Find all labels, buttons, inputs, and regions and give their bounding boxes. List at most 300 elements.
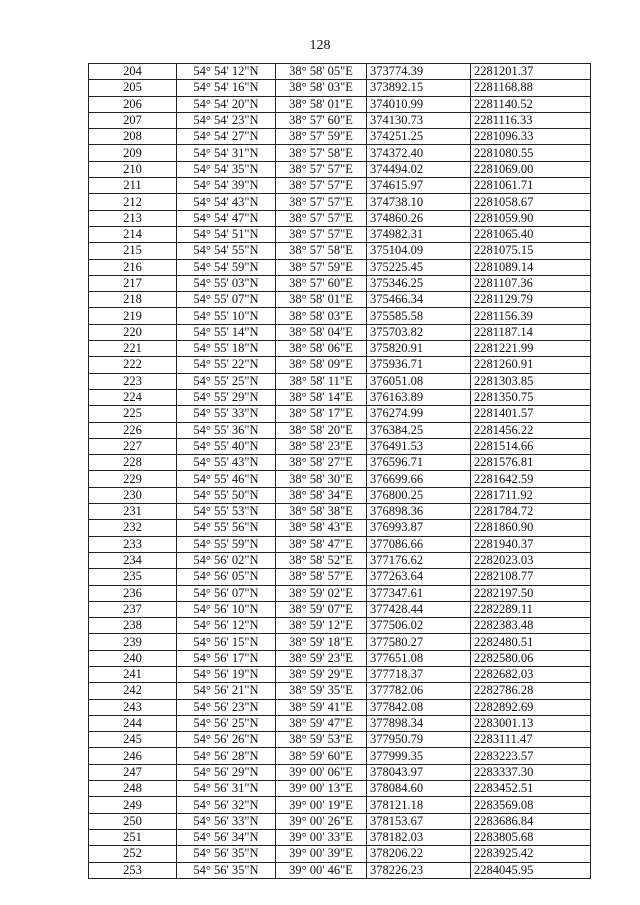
point-number-cell: 220 <box>89 324 177 340</box>
latitude-cell: 54° 54' 55"N <box>177 243 276 259</box>
table-row <box>89 699 591 715</box>
longitude-cell: 39° 00' 33"E <box>276 829 367 845</box>
latitude-cell: 54° 55' 43"N <box>177 455 276 471</box>
y-coordinate-cell: 2281069.00 <box>471 161 591 177</box>
y-coordinate-cell: 2281168.88 <box>471 80 591 96</box>
y-coordinate-cell: 2281140.52 <box>471 96 591 112</box>
point-number-cell: 244 <box>89 715 177 731</box>
x-coordinate-cell: 378153.67 <box>367 813 471 829</box>
point-number-cell: 218 <box>89 292 177 308</box>
table-row <box>89 455 591 471</box>
x-coordinate-cell: 376491.53 <box>367 438 471 454</box>
point-number-cell: 214 <box>89 226 177 242</box>
table-row <box>89 210 591 226</box>
latitude-cell: 54° 55' 10"N <box>177 308 276 324</box>
table-row <box>89 64 591 80</box>
latitude-cell: 54° 56' 26"N <box>177 732 276 748</box>
table-row <box>89 259 591 275</box>
latitude-cell: 54° 55' 07"N <box>177 292 276 308</box>
x-coordinate-cell: 377580.27 <box>367 634 471 650</box>
longitude-cell: 38° 58' 17"E <box>276 406 367 422</box>
table-row <box>89 80 591 96</box>
x-coordinate-cell: 375936.71 <box>367 357 471 373</box>
latitude-cell: 54° 56' 05"N <box>177 569 276 585</box>
point-number-cell: 229 <box>89 471 177 487</box>
point-number-cell: 216 <box>89 259 177 275</box>
latitude-cell: 54° 55' 33"N <box>177 406 276 422</box>
latitude-cell: 54° 56' 17"N <box>177 650 276 666</box>
table-row <box>89 145 591 161</box>
longitude-cell: 38° 57' 57"E <box>276 210 367 226</box>
point-number-cell: 227 <box>89 438 177 454</box>
longitude-cell: 38° 59' 35"E <box>276 683 367 699</box>
y-coordinate-cell: 2281059.90 <box>471 210 591 226</box>
y-coordinate-cell: 2281711.92 <box>471 487 591 503</box>
y-coordinate-cell: 2282892.69 <box>471 699 591 715</box>
x-coordinate-cell: 377898.34 <box>367 715 471 731</box>
x-coordinate-cell: 375346.25 <box>367 275 471 291</box>
longitude-cell: 38° 57' 57"E <box>276 226 367 242</box>
latitude-cell: 54° 54' 20"N <box>177 96 276 112</box>
table-row <box>89 846 591 862</box>
point-number-cell: 230 <box>89 487 177 503</box>
longitude-cell: 38° 57' 58"E <box>276 243 367 259</box>
latitude-cell: 54° 56' 28"N <box>177 748 276 764</box>
latitude-cell: 54° 54' 39"N <box>177 178 276 194</box>
table-row <box>89 618 591 634</box>
point-number-cell: 219 <box>89 308 177 324</box>
y-coordinate-cell: 2281221.99 <box>471 341 591 357</box>
latitude-cell: 54° 56' 19"N <box>177 666 276 682</box>
x-coordinate-cell: 377782.06 <box>367 683 471 699</box>
table-row <box>89 666 591 682</box>
y-coordinate-cell: 2282580.06 <box>471 650 591 666</box>
point-number-cell: 224 <box>89 389 177 405</box>
longitude-cell: 38° 58' 09"E <box>276 357 367 373</box>
y-coordinate-cell: 2283452.51 <box>471 781 591 797</box>
longitude-cell: 38° 57' 60"E <box>276 275 367 291</box>
table-row <box>89 797 591 813</box>
y-coordinate-cell: 2282023.03 <box>471 552 591 568</box>
y-coordinate-cell: 2283337.30 <box>471 764 591 780</box>
point-number-cell: 240 <box>89 650 177 666</box>
longitude-cell: 39° 00' 46"E <box>276 862 367 878</box>
longitude-cell: 38° 59' 02"E <box>276 585 367 601</box>
point-number-cell: 217 <box>89 275 177 291</box>
table-row <box>89 226 591 242</box>
y-coordinate-cell: 2281401.57 <box>471 406 591 422</box>
longitude-cell: 39° 00' 26"E <box>276 813 367 829</box>
point-number-cell: 249 <box>89 797 177 813</box>
point-number-cell: 226 <box>89 422 177 438</box>
table-row <box>89 487 591 503</box>
latitude-cell: 54° 54' 43"N <box>177 194 276 210</box>
latitude-cell: 54° 55' 40"N <box>177 438 276 454</box>
x-coordinate-cell: 377347.61 <box>367 585 471 601</box>
longitude-cell: 38° 58' 27"E <box>276 455 367 471</box>
table-row <box>89 341 591 357</box>
latitude-cell: 54° 54' 59"N <box>177 259 276 275</box>
latitude-cell: 54° 55' 03"N <box>177 275 276 291</box>
x-coordinate-cell: 374860.26 <box>367 210 471 226</box>
y-coordinate-cell: 2282480.51 <box>471 634 591 650</box>
longitude-cell: 38° 59' 18"E <box>276 634 367 650</box>
table-row <box>89 650 591 666</box>
x-coordinate-cell: 376699.66 <box>367 471 471 487</box>
latitude-cell: 54° 55' 18"N <box>177 341 276 357</box>
point-number-cell: 213 <box>89 210 177 226</box>
table-row <box>89 373 591 389</box>
table-row <box>89 601 591 617</box>
point-number-cell: 232 <box>89 520 177 536</box>
point-number-cell: 211 <box>89 178 177 194</box>
latitude-cell: 54° 55' 59"N <box>177 536 276 552</box>
y-coordinate-cell: 2281514.66 <box>471 438 591 454</box>
x-coordinate-cell: 374738.10 <box>367 194 471 210</box>
y-coordinate-cell: 2281350.75 <box>471 389 591 405</box>
coordinates-table <box>88 63 591 879</box>
latitude-cell: 54° 56' 21"N <box>177 683 276 699</box>
table-row <box>89 406 591 422</box>
coordinates-table-body <box>89 64 591 879</box>
x-coordinate-cell: 374982.31 <box>367 226 471 242</box>
y-coordinate-cell: 2284045.95 <box>471 862 591 878</box>
point-number-cell: 231 <box>89 504 177 520</box>
table-row <box>89 585 591 601</box>
y-coordinate-cell: 2282383.48 <box>471 618 591 634</box>
longitude-cell: 38° 58' 57"E <box>276 569 367 585</box>
table-row <box>89 161 591 177</box>
table-row <box>89 552 591 568</box>
latitude-cell: 54° 56' 34"N <box>177 829 276 845</box>
latitude-cell: 54° 56' 15"N <box>177 634 276 650</box>
point-number-cell: 225 <box>89 406 177 422</box>
longitude-cell: 38° 58' 34"E <box>276 487 367 503</box>
x-coordinate-cell: 374494.02 <box>367 161 471 177</box>
point-number-cell: 235 <box>89 569 177 585</box>
latitude-cell: 54° 56' 32"N <box>177 797 276 813</box>
table-row <box>89 112 591 128</box>
point-number-cell: 238 <box>89 618 177 634</box>
longitude-cell: 38° 58' 43"E <box>276 520 367 536</box>
table-row <box>89 194 591 210</box>
y-coordinate-cell: 2283805.68 <box>471 829 591 845</box>
x-coordinate-cell: 373774.39 <box>367 64 471 80</box>
y-coordinate-cell: 2282197.50 <box>471 585 591 601</box>
latitude-cell: 54° 54' 47"N <box>177 210 276 226</box>
longitude-cell: 38° 58' 01"E <box>276 292 367 308</box>
point-number-cell: 236 <box>89 585 177 601</box>
y-coordinate-cell: 2281187.14 <box>471 324 591 340</box>
longitude-cell: 38° 59' 29"E <box>276 666 367 682</box>
table-row <box>89 781 591 797</box>
longitude-cell: 38° 57' 59"E <box>276 259 367 275</box>
point-number-cell: 242 <box>89 683 177 699</box>
x-coordinate-cell: 378206.22 <box>367 846 471 862</box>
longitude-cell: 38° 58' 30"E <box>276 471 367 487</box>
x-coordinate-cell: 378121.18 <box>367 797 471 813</box>
point-number-cell: 206 <box>89 96 177 112</box>
point-number-cell: 248 <box>89 781 177 797</box>
table-row <box>89 504 591 520</box>
y-coordinate-cell: 2283111.47 <box>471 732 591 748</box>
table-row <box>89 471 591 487</box>
x-coordinate-cell: 374010.99 <box>367 96 471 112</box>
table-row <box>89 520 591 536</box>
y-coordinate-cell: 2281576.81 <box>471 455 591 471</box>
longitude-cell: 38° 59' 12"E <box>276 618 367 634</box>
y-coordinate-cell: 2281260.91 <box>471 357 591 373</box>
latitude-cell: 54° 56' 25"N <box>177 715 276 731</box>
longitude-cell: 38° 58' 38"E <box>276 504 367 520</box>
table-row <box>89 96 591 112</box>
x-coordinate-cell: 375585.58 <box>367 308 471 324</box>
point-number-cell: 252 <box>89 846 177 862</box>
point-number-cell: 207 <box>89 112 177 128</box>
point-number-cell: 241 <box>89 666 177 682</box>
x-coordinate-cell: 377999.35 <box>367 748 471 764</box>
point-number-cell: 253 <box>89 862 177 878</box>
longitude-cell: 39° 00' 19"E <box>276 797 367 813</box>
x-coordinate-cell: 375104.09 <box>367 243 471 259</box>
longitude-cell: 38° 58' 06"E <box>276 341 367 357</box>
latitude-cell: 54° 56' 35"N <box>177 862 276 878</box>
table-row <box>89 178 591 194</box>
table-row <box>89 389 591 405</box>
longitude-cell: 38° 59' 23"E <box>276 650 367 666</box>
y-coordinate-cell: 2282108.77 <box>471 569 591 585</box>
x-coordinate-cell: 376274.99 <box>367 406 471 422</box>
y-coordinate-cell: 2282682.03 <box>471 666 591 682</box>
latitude-cell: 54° 56' 02"N <box>177 552 276 568</box>
x-coordinate-cell: 374372.40 <box>367 145 471 161</box>
x-coordinate-cell: 374615.97 <box>367 178 471 194</box>
y-coordinate-cell: 2281642.59 <box>471 471 591 487</box>
y-coordinate-cell: 2282786.28 <box>471 683 591 699</box>
table-row <box>89 748 591 764</box>
longitude-cell: 38° 58' 20"E <box>276 422 367 438</box>
x-coordinate-cell: 376993.87 <box>367 520 471 536</box>
longitude-cell: 38° 59' 53"E <box>276 732 367 748</box>
point-number-cell: 212 <box>89 194 177 210</box>
longitude-cell: 39° 00' 39"E <box>276 846 367 862</box>
table-row <box>89 829 591 845</box>
y-coordinate-cell: 2281065.40 <box>471 226 591 242</box>
point-number-cell: 251 <box>89 829 177 845</box>
x-coordinate-cell: 376898.36 <box>367 504 471 520</box>
longitude-cell: 38° 59' 60"E <box>276 748 367 764</box>
longitude-cell: 38° 59' 41"E <box>276 699 367 715</box>
longitude-cell: 38° 59' 07"E <box>276 601 367 617</box>
table-row <box>89 813 591 829</box>
table-row <box>89 634 591 650</box>
latitude-cell: 54° 54' 35"N <box>177 161 276 177</box>
longitude-cell: 38° 58' 03"E <box>276 80 367 96</box>
latitude-cell: 54° 54' 27"N <box>177 129 276 145</box>
longitude-cell: 39° 00' 13"E <box>276 781 367 797</box>
x-coordinate-cell: 376596.71 <box>367 455 471 471</box>
latitude-cell: 54° 54' 51"N <box>177 226 276 242</box>
point-number-cell: 204 <box>89 64 177 80</box>
x-coordinate-cell: 376051.08 <box>367 373 471 389</box>
x-coordinate-cell: 377428.44 <box>367 601 471 617</box>
latitude-cell: 54° 56' 23"N <box>177 699 276 715</box>
table-row <box>89 683 591 699</box>
y-coordinate-cell: 2283223.57 <box>471 748 591 764</box>
y-coordinate-cell: 2283925.42 <box>471 846 591 862</box>
table-row <box>89 438 591 454</box>
y-coordinate-cell: 2281201.37 <box>471 64 591 80</box>
y-coordinate-cell: 2281303.85 <box>471 373 591 389</box>
y-coordinate-cell: 2281058.67 <box>471 194 591 210</box>
x-coordinate-cell: 377506.02 <box>367 618 471 634</box>
y-coordinate-cell: 2281061.71 <box>471 178 591 194</box>
y-coordinate-cell: 2281107.36 <box>471 275 591 291</box>
point-number-cell: 250 <box>89 813 177 829</box>
x-coordinate-cell: 376800.25 <box>367 487 471 503</box>
latitude-cell: 54° 54' 12"N <box>177 64 276 80</box>
x-coordinate-cell: 378043.97 <box>367 764 471 780</box>
latitude-cell: 54° 54' 16"N <box>177 80 276 96</box>
latitude-cell: 54° 55' 56"N <box>177 520 276 536</box>
table-row <box>89 715 591 731</box>
table-row <box>89 732 591 748</box>
longitude-cell: 38° 58' 14"E <box>276 389 367 405</box>
point-number-cell: 208 <box>89 129 177 145</box>
latitude-cell: 54° 55' 14"N <box>177 324 276 340</box>
point-number-cell: 215 <box>89 243 177 259</box>
longitude-cell: 38° 58' 23"E <box>276 438 367 454</box>
x-coordinate-cell: 377651.08 <box>367 650 471 666</box>
latitude-cell: 54° 55' 22"N <box>177 357 276 373</box>
x-coordinate-cell: 377263.64 <box>367 569 471 585</box>
longitude-cell: 38° 57' 57"E <box>276 194 367 210</box>
latitude-cell: 54° 56' 33"N <box>177 813 276 829</box>
latitude-cell: 54° 56' 35"N <box>177 846 276 862</box>
longitude-cell: 38° 57' 57"E <box>276 161 367 177</box>
point-number-cell: 243 <box>89 699 177 715</box>
y-coordinate-cell: 2283569.08 <box>471 797 591 813</box>
x-coordinate-cell: 374130.73 <box>367 112 471 128</box>
x-coordinate-cell: 377842.08 <box>367 699 471 715</box>
point-number-cell: 239 <box>89 634 177 650</box>
point-number-cell: 209 <box>89 145 177 161</box>
table-row <box>89 275 591 291</box>
table-row <box>89 324 591 340</box>
x-coordinate-cell: 375820.91 <box>367 341 471 357</box>
point-number-cell: 221 <box>89 341 177 357</box>
y-coordinate-cell: 2282289.11 <box>471 601 591 617</box>
y-coordinate-cell: 2281080.55 <box>471 145 591 161</box>
longitude-cell: 39° 00' 06"E <box>276 764 367 780</box>
table-row <box>89 536 591 552</box>
table-row <box>89 422 591 438</box>
x-coordinate-cell: 373892.15 <box>367 80 471 96</box>
latitude-cell: 54° 56' 07"N <box>177 585 276 601</box>
longitude-cell: 38° 58' 03"E <box>276 308 367 324</box>
longitude-cell: 38° 58' 47"E <box>276 536 367 552</box>
latitude-cell: 54° 55' 46"N <box>177 471 276 487</box>
x-coordinate-cell: 376384.25 <box>367 422 471 438</box>
latitude-cell: 54° 56' 10"N <box>177 601 276 617</box>
longitude-cell: 38° 57' 57"E <box>276 178 367 194</box>
point-number-cell: 205 <box>89 80 177 96</box>
x-coordinate-cell: 377176.62 <box>367 552 471 568</box>
latitude-cell: 54° 56' 31"N <box>177 781 276 797</box>
x-coordinate-cell: 378226.23 <box>367 862 471 878</box>
point-number-cell: 245 <box>89 732 177 748</box>
x-coordinate-cell: 378182.03 <box>367 829 471 845</box>
latitude-cell: 54° 55' 53"N <box>177 504 276 520</box>
point-number-cell: 246 <box>89 748 177 764</box>
table-row <box>89 129 591 145</box>
y-coordinate-cell: 2281156.39 <box>471 308 591 324</box>
point-number-cell: 247 <box>89 764 177 780</box>
latitude-cell: 54° 56' 12"N <box>177 618 276 634</box>
point-number-cell: 228 <box>89 455 177 471</box>
table-row <box>89 764 591 780</box>
y-coordinate-cell: 2281089.14 <box>471 259 591 275</box>
y-coordinate-cell: 2283001.13 <box>471 715 591 731</box>
latitude-cell: 54° 55' 25"N <box>177 373 276 389</box>
latitude-cell: 54° 54' 31"N <box>177 145 276 161</box>
latitude-cell: 54° 55' 50"N <box>177 487 276 503</box>
x-coordinate-cell: 378084.60 <box>367 781 471 797</box>
page-number: 128 <box>309 38 331 53</box>
latitude-cell: 54° 56' 29"N <box>177 764 276 780</box>
x-coordinate-cell: 375703.82 <box>367 324 471 340</box>
table-row <box>89 862 591 878</box>
x-coordinate-cell: 377950.79 <box>367 732 471 748</box>
x-coordinate-cell: 375466.34 <box>367 292 471 308</box>
longitude-cell: 38° 58' 04"E <box>276 324 367 340</box>
longitude-cell: 38° 58' 52"E <box>276 552 367 568</box>
x-coordinate-cell: 374251.25 <box>367 129 471 145</box>
latitude-cell: 54° 55' 29"N <box>177 389 276 405</box>
x-coordinate-cell: 377086.66 <box>367 536 471 552</box>
y-coordinate-cell: 2281116.33 <box>471 112 591 128</box>
longitude-cell: 38° 58' 01"E <box>276 96 367 112</box>
y-coordinate-cell: 2281096.33 <box>471 129 591 145</box>
x-coordinate-cell: 375225.45 <box>367 259 471 275</box>
point-number-cell: 222 <box>89 357 177 373</box>
y-coordinate-cell: 2281075.15 <box>471 243 591 259</box>
table-row <box>89 357 591 373</box>
longitude-cell: 38° 57' 59"E <box>276 129 367 145</box>
longitude-cell: 38° 58' 05"E <box>276 64 367 80</box>
y-coordinate-cell: 2281456.22 <box>471 422 591 438</box>
longitude-cell: 38° 59' 47"E <box>276 715 367 731</box>
y-coordinate-cell: 2281784.72 <box>471 504 591 520</box>
table-row <box>89 243 591 259</box>
point-number-cell: 233 <box>89 536 177 552</box>
y-coordinate-cell: 2283686.84 <box>471 813 591 829</box>
latitude-cell: 54° 55' 36"N <box>177 422 276 438</box>
y-coordinate-cell: 2281860.90 <box>471 520 591 536</box>
longitude-cell: 38° 57' 60"E <box>276 112 367 128</box>
table-row <box>89 292 591 308</box>
table-row <box>89 308 591 324</box>
point-number-cell: 234 <box>89 552 177 568</box>
point-number-cell: 210 <box>89 161 177 177</box>
y-coordinate-cell: 2281940.37 <box>471 536 591 552</box>
longitude-cell: 38° 57' 58"E <box>276 145 367 161</box>
latitude-cell: 54° 54' 23"N <box>177 112 276 128</box>
longitude-cell: 38° 58' 11"E <box>276 373 367 389</box>
point-number-cell: 237 <box>89 601 177 617</box>
x-coordinate-cell: 377718.37 <box>367 666 471 682</box>
point-number-cell: 223 <box>89 373 177 389</box>
